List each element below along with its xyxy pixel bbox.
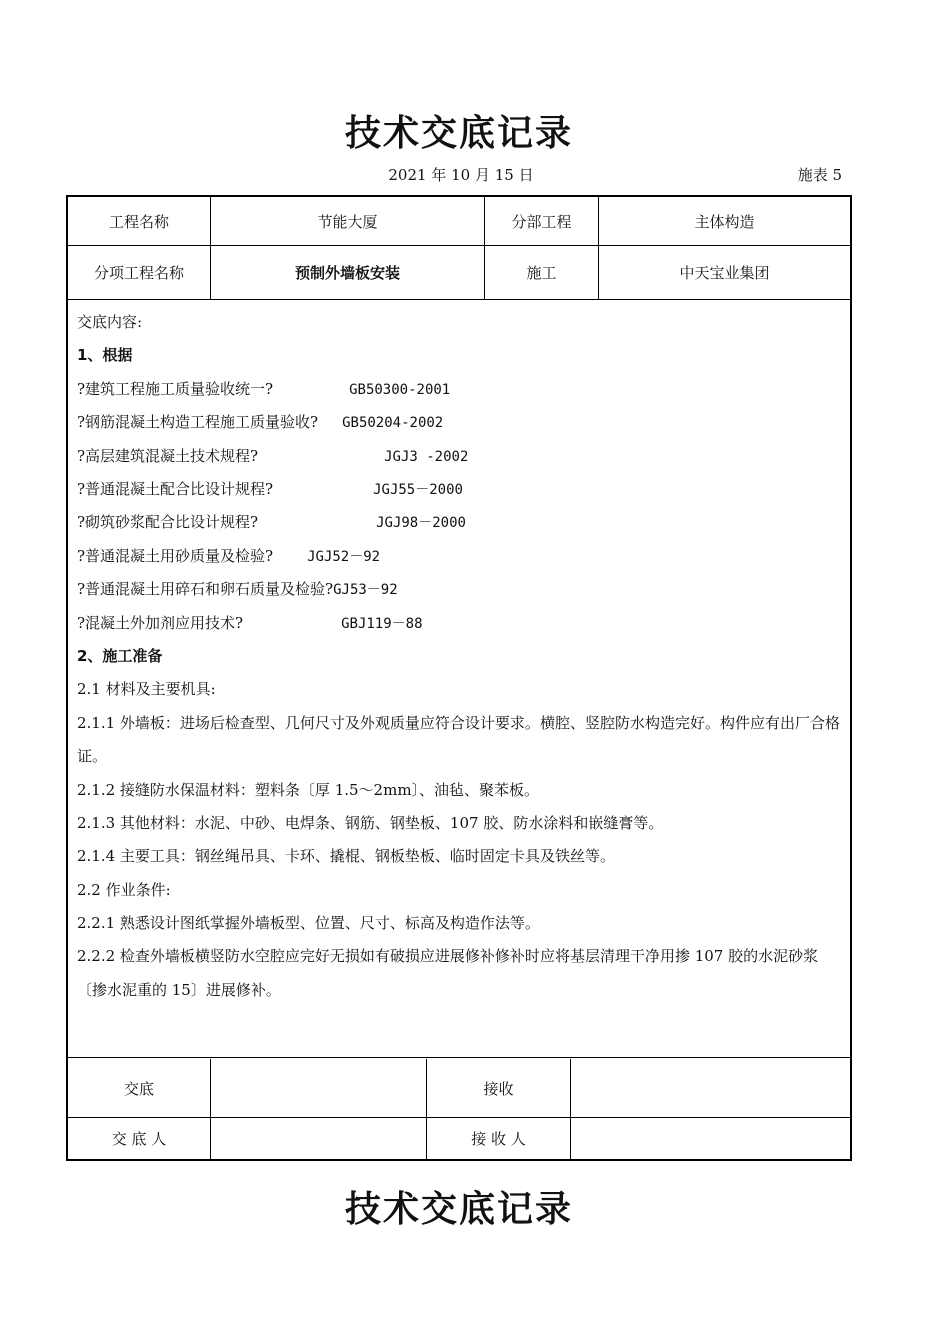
standard-item [77,540,842,573]
paragraph: 2.1.4 主要工具：钢丝绳吊具、卡环、撬棍、钢板垫板、临时固定卡具及铁丝等。 [77,847,615,866]
standard-code: JGJ55－2000 [373,481,463,498]
standard-code: GJ53－92 [333,582,398,599]
standard-name: ?普通混凝土用砂质量及检验? [77,546,274,565]
standard-code: GB50204-2002 [342,415,444,432]
paragraph: 2.1 材料及主要机具: [77,680,216,699]
standard-name: ?钢筋混凝土构造工程施工质量验收? [77,413,319,432]
project-row [68,197,850,246]
paragraph: 2.1.1 外墙板：进场后检查型、几何尺寸及外观质量应符合设计要求。横腔、竖腔防水构造完好。构件应有出厂合格证。 [77,713,840,766]
paragraph: 2.2.1 熟悉设计图纸掌握外墙板型、位置、尺寸、标高及构造作法等。 [77,914,540,933]
receive-label: 接收 [427,1059,571,1117]
standard-item [77,406,842,439]
next-page-title: 技术交底记录 [344,1189,573,1230]
paragraph: 2.2.2 检查外墙板横竖防水空腔应完好无损如有破损应进展修补修补时应将基层清理干净用掺 107 胶的水泥砂浆〔掺水泥重的 15〕进展修补。 [77,947,819,999]
division-value: 主体构造 [694,212,755,231]
section-title: 1、根据 [77,346,133,365]
handover-person-label: 交 底 人 [68,1117,211,1159]
division-label: 分部工程 [485,197,599,245]
standard-name: ?建筑工程施工质量验收统一? [77,379,274,398]
standard-name: ?混凝土外加剂应用技术? [77,613,244,632]
standard-code: JGJ52－92 [307,548,381,565]
paragraph: 2.1.2 接缝防水保温材料：塑料条〔厚 1.5～2mm〕、油毡、聚苯板。 [77,780,540,799]
handover-row [68,1059,850,1118]
standard-item [77,607,842,640]
handover-person-value[interactable] [211,1117,427,1159]
form-number: 施表 5 [797,166,842,184]
subitem-row [68,245,850,300]
standard-code: JGJ3 -2002 [384,448,469,465]
standard-code: GB50300-2001 [349,381,451,398]
signature-row [68,1117,850,1159]
standard-item [77,506,842,539]
standard-name: ?砌筑砂浆配合比设计规程? [77,513,259,532]
handover-content [68,300,850,1058]
project-label: 工程名称 [68,197,211,245]
paragraph: 2.2 作业条件: [77,880,171,899]
subitem-value: 预制外墙板安装 [211,245,485,299]
handover-form [66,195,852,1161]
receiver-value[interactable] [571,1117,850,1159]
standard-name: ?普通混凝土用碎石和卵石质量及检验? [77,580,334,599]
subitem-label: 分项工程名称 [68,245,211,299]
receive-value[interactable] [571,1059,850,1117]
standard-name: ?高层建筑混凝土技术规程? [77,446,259,465]
standard-item [77,473,842,506]
construction-value: 中天宝业集团 [679,263,770,282]
standard-code: GBJ119－88 [341,615,423,632]
standard-item [77,373,842,406]
paragraph: 2.1.3 其他材料：水泥、中砂、电焊条、钢筋、钢垫板、107 胶、防水涂料和嵌缝膏等。 [77,813,664,832]
standard-code: JGJ98－2000 [376,515,466,532]
handover-label: 交底 [68,1059,211,1117]
receiver-label: 接 收 人 [427,1117,571,1159]
construction-label: 施工 [485,245,599,299]
standard-name: ?普通混凝土配合比设计规程? [77,479,274,498]
standard-item [77,440,842,473]
content-intro: 交底内容: [77,313,143,331]
date-text: 2021 年 10 月 15 日 [388,166,534,184]
project-value: 节能大厦 [211,197,485,245]
standard-item [77,573,842,606]
handover-value[interactable] [211,1059,427,1117]
section-title: 2、施工准备 [77,646,163,665]
page-title: 技术交底记录 [344,113,573,154]
